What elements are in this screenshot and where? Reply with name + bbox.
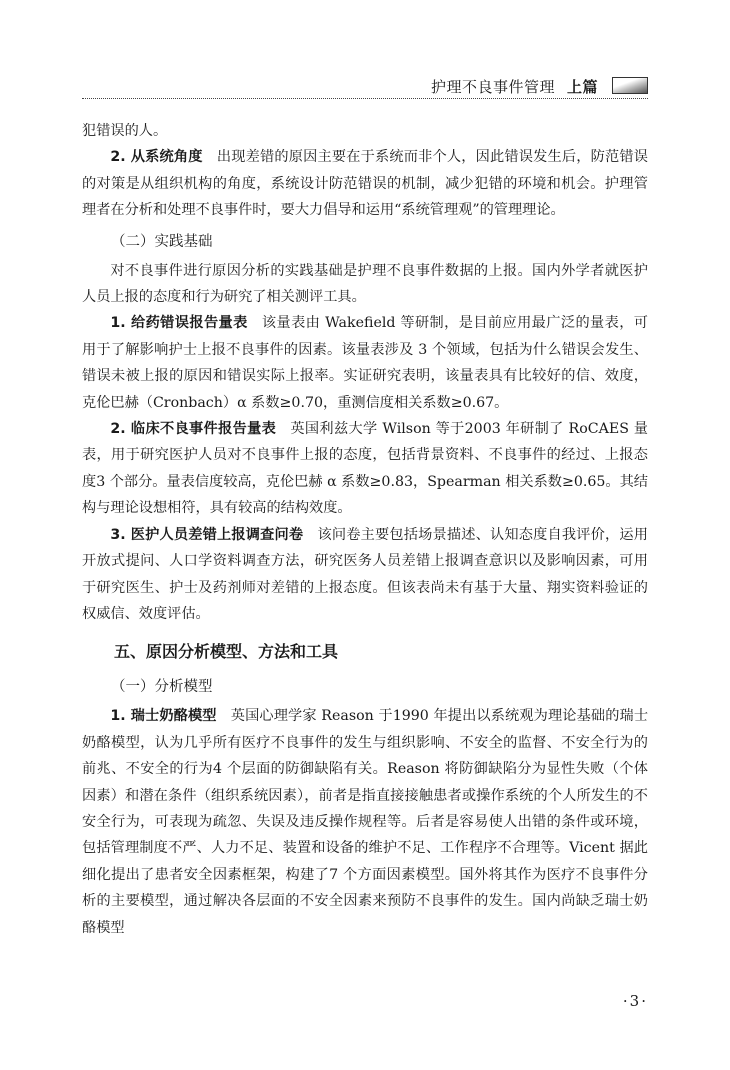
item-text: 出现差错的原因主要在于系统而非个人，因此错误发生后，防范错误的对策是从组织机构的角度，系统设计防范错误的机制，减少犯错的环境和机会。护理管理者在分析和处理不良事件时，要大力倡导和运用“系统管理观”的管理理论。 — [82, 149, 648, 219]
paragraph: 犯错误的人。 — [82, 123, 168, 139]
paragraph: 对不良事件进行原因分析的实践基础是护理不良事件数据的上报。国内外学者就医护人员上报的态度和行为研究了相关测评工具。 — [82, 262, 648, 306]
subsection-heading: （一）分析模型 — [111, 679, 213, 696]
item-heading: 3. 医护人员差错上报调查问卷 — [110, 526, 304, 543]
page-number: ·3· — [622, 992, 648, 1010]
item-heading: 1. 给药错误报告量表 — [110, 315, 248, 332]
paragraph — [82, 703, 648, 941]
item-text: 该问卷主要包括场景描述、认知态度自我评价，运用开放式提问、人口学资料调查方法，研究医务人员差错上报调查意识以及影响因素，可用于研究医生、护士及药剂师对差错的上报态度。但该表尚未有基于大量、翔实资料验证的权威信、效度评估。 — [82, 526, 648, 622]
running-header-text — [431, 76, 598, 97]
header-part: 上篇 — [566, 78, 598, 96]
item-text: 英国心理学家 Reason 于1990 年提出以系统观为理论基础的瑞士奶酪模型，认为几乎所有医疗不良事件的发生与组织影响、不安全的监督、不安全行为的前兆、不安全的行为4 个层面的防御缺陷有关。Reason 将防御缺陷分为显性失败（个体因素）和潜在条件（组织系统因素），前者是指直接接触患者或操作系统的个人所发生的不安全行为，可表现为疏忽、失误及违反操作规程等。后者是容易使人出错的条件或环境，包括管理制度不严、人力不足、装置和设备的维护不足、工作程序不合理等。Vicent 据此细化提出了患者安全因素框架，构建了7 个方面因素模型。国外将其作为医疗不良事件分析的主要模型，通过解决各层面的不安全因素来预防不良事件的发生。国内尚缺乏瑞士奶酪模型 — [82, 708, 649, 936]
paragraph — [82, 416, 648, 522]
item-heading: 2. 临床不良事件报告量表 — [110, 421, 277, 438]
paragraph — [82, 144, 648, 223]
section-heading: 五、原因分析模型、方法和工具 — [114, 642, 339, 662]
item-text: 英国利兹大学 Wilson 等于2003 年研制了 RoCAES 量表，用于研究医护人员对不良事件上报的态度，包括背景资料、不良事件的经过、上报态度3 个部分。量表信度较高，克伦巴赫 α 系数≥0.83，Spearman 相关系数≥0.65。其结构与理论设想相符，具有较高的结构效度。 — [82, 421, 648, 517]
running-header — [82, 74, 648, 99]
subsection-heading: （二）实践基础 — [111, 233, 213, 250]
item-heading: 2. 从系统角度 — [110, 149, 203, 166]
item-text: 该量表由 Wakefield 等研制，是目前应用最广泛的量表，可用于了解影响护士上报不良事件的因素。该量表涉及 3 个领域，包括为什么错误会发生、错误未被上报的原因和错误实际上报率。实证研究表明，该量表具有比较好的信、效度，克伦巴赫（Cronbach）α 系数≥0.70，重测信度相关系数≥0.67。 — [82, 315, 648, 411]
page-body — [82, 118, 648, 941]
header-title: 护理不良事件管理 — [430, 78, 555, 96]
paragraph — [82, 310, 648, 416]
item-heading: 1. 瑞士奶酪模型 — [110, 708, 217, 725]
header-decoration — [612, 77, 648, 94]
paragraph — [82, 522, 648, 628]
